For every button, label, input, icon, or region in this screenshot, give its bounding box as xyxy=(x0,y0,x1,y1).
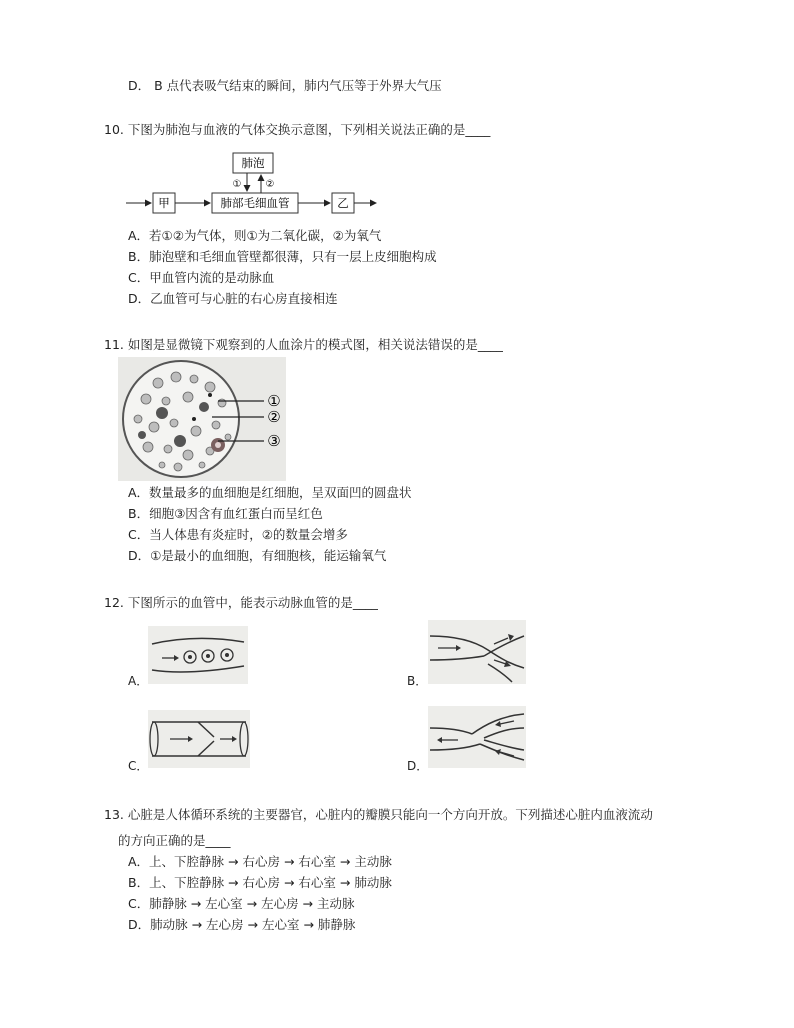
q13-option-d: D．肺动脉 → 左心房 → 左心室 → 肺静脉 xyxy=(128,917,356,932)
q11-option-d: D．①是最小的血细胞，有细胞核，能运输氧气 xyxy=(128,548,387,563)
q12-letter-a: A． xyxy=(128,674,149,688)
arrow-2-label: ② xyxy=(265,179,275,190)
q13-option-b: B．上、下腔静脉 → 右心房 → 右心室 → 肺动脉 xyxy=(128,875,392,890)
q13-stem-line-2: 的方向正确的是____ xyxy=(118,833,231,848)
q12-letter-d: D． xyxy=(407,759,429,773)
smear-label-3: ③ xyxy=(267,432,281,450)
q11-option-b: B．细胞③因含有血红蛋白而呈红色 xyxy=(128,506,323,521)
q12-figure-a-capillary xyxy=(148,626,248,684)
q10-option-a: A．若①②为气体，则①为二氧化碳，②为氧气 xyxy=(128,228,382,243)
q12-figure-c-valve-vessel xyxy=(148,710,250,768)
q10-stem: 10. 下图为肺泡与血液的气体交换示意图，下列相关说法正确的是____ xyxy=(104,122,491,137)
q11-option-a: A．数量最多的血细胞是红细胞，呈双面凹的圆盘状 xyxy=(128,485,412,500)
jia-label: 甲 xyxy=(158,196,170,210)
q12-letter-b: B． xyxy=(407,674,428,688)
yi-label: 乙 xyxy=(337,196,349,210)
alveolus-label: 肺泡 xyxy=(241,156,265,170)
smear-label-2: ② xyxy=(267,408,281,426)
q11-blood-smear-figure xyxy=(118,357,286,481)
q12-figure-d-converging-vessel xyxy=(428,706,526,768)
smear-label-1: ① xyxy=(267,392,281,410)
q12-stem: 12. 下图所示的血管中，能表示动脉血管的是____ xyxy=(104,595,378,610)
q11-option-c: C．当人体患有炎症时，②的数量会增多 xyxy=(128,527,348,542)
q11-stem: 11. 如图是显微镜下观察到的人血涂片的模式图，相关说法错误的是____ xyxy=(104,337,503,352)
q13-stem-line-1: 13. 心脏是人体循环系统的主要器官，心脏内的瓣膜只能向一个方向开放。下列描述心脏内血液流动 xyxy=(104,807,653,822)
q9-option-d: D． B 点代表吸气结束的瞬间，肺内气压等于外界大气压 xyxy=(128,78,442,93)
arrow-1-label: ① xyxy=(232,179,242,190)
q13-option-a: A．上、下腔静脉 → 右心房 → 右心室 → 主动脉 xyxy=(128,854,392,869)
q13-option-c: C．肺静脉 → 左心室 → 左心房 → 主动脉 xyxy=(128,896,355,911)
capillary-label: 肺部毛细血管 xyxy=(220,196,290,210)
q12-letter-c: C． xyxy=(128,759,149,773)
q10-option-b: B．肺泡壁和毛细血管壁都很薄，只有一层上皮细胞构成 xyxy=(128,249,437,264)
q12-figure-b-branching-vessel xyxy=(428,620,526,684)
q10-option-d: D．乙血管可与心脏的右心房直接相连 xyxy=(128,291,338,306)
q10-gas-exchange-diagram xyxy=(124,150,384,220)
q10-option-c: C．甲血管内流的是动脉血 xyxy=(128,270,275,285)
